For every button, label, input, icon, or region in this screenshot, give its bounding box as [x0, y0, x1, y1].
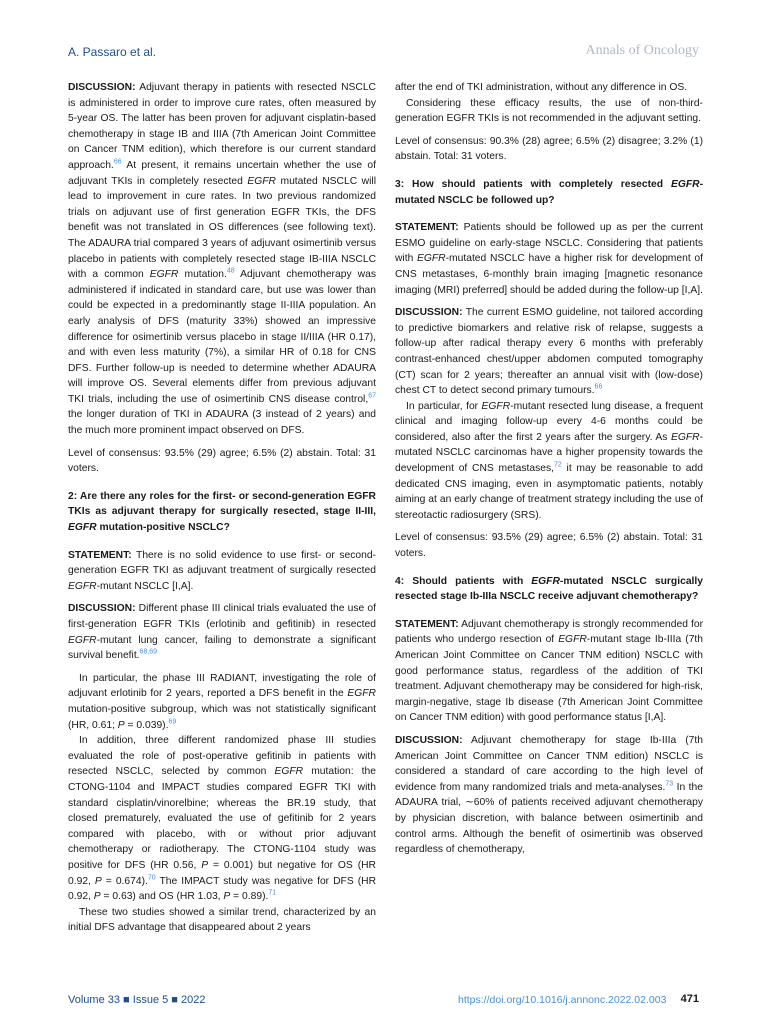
gene-name: EGFR — [274, 766, 304, 778]
question-2-heading — [68, 489, 376, 536]
text-run: -mutant stage Ib-IIIa (7th American Joint Committee on Cancer TNM edition) NSCLC with good performance status, regardless of the addition of TKI treatment. Adjuvant chemotherapy may be considered for high-risk, margin-negative, stage Ib disease (7th American Joint Committee on Cancer TNM edition) with good performance status [I,A]. — [395, 634, 704, 724]
running-header-authors: A. Passaro et al. — [68, 45, 157, 59]
text-run: mutation-positive subgroup, which was not statistically significant (HR, 0.61; — [68, 703, 376, 731]
discussion-label: DISCUSSION: — [68, 603, 136, 615]
statement-3 — [395, 220, 703, 298]
citation-link[interactable]: 66 — [113, 158, 122, 166]
citation-link[interactable]: 71 — [268, 889, 277, 897]
gene-name: EGFR — [347, 688, 376, 700]
text-run: Adjuvant chemotherapy for stage Ib-IIIa (7th American Joint Committee on Cancer TNM edition) NSCLC is considered a standard of care according to the high level of evidence from many randomized trials and meta-analyses. — [395, 734, 703, 793]
left-column — [68, 80, 376, 936]
gene-name: EGFR — [481, 400, 511, 412]
p-value-symbol: P — [201, 859, 209, 871]
consensus-3: Level of consensus: 93.5% (29) agree; 6.5% (2) abstain. Total: 31 voters. — [395, 532, 703, 560]
text-run: mutation. — [178, 269, 227, 281]
consensus-1: Level of consensus: 93.5% (29) agree; 6.5% (2) abstain. Total: 31 voters. — [68, 447, 376, 475]
p-value-symbol: P — [93, 891, 101, 903]
gene-name: EGFR — [670, 431, 700, 443]
text-run: -mutated NSCLC carcinomas have a higher propensity towards the development of CNS metastases, — [395, 431, 703, 475]
text-run: -mutated NSCLC be followed up? — [395, 178, 703, 206]
citation-link[interactable]: 68,69 — [139, 648, 158, 656]
citation-link[interactable]: 66 — [594, 383, 603, 391]
discussion-label: DISCUSSION: — [68, 82, 136, 93]
citation-link[interactable]: 73 — [665, 780, 674, 788]
discussion-paragraph-2 — [68, 601, 376, 663]
text-run: In addition, three different randomized phase III studies evaluated the role of post-operative gefitinib in patients with resected NSCLC, selected by common — [68, 735, 376, 778]
text-run: the longer duration of TKI in ADAURA (3 instead of 2 years) and the much more prominent impact observed on DFS. — [68, 409, 376, 437]
question-3-heading — [395, 177, 703, 208]
gene-name: EGFR — [558, 634, 587, 646]
gene-name: EGFR — [68, 580, 97, 592]
discussion-paragraph-4 — [395, 733, 703, 858]
footer-issue: Issue 5 — [132, 994, 169, 1006]
text-run: = 0.039). — [124, 719, 169, 731]
text-run: = 0.63) and OS (HR 1.03, — [100, 891, 224, 903]
square-bullet-icon: ■ — [123, 994, 130, 1006]
statement-label: STATEMENT: — [395, 222, 459, 234]
gene-name: EGFR — [149, 269, 179, 281]
statement-4 — [395, 617, 703, 726]
text-run: Adjuvant therapy in patients with resected NSCLC is administered in order to improve cure rates, often measured by 5-year OS. The latter has been proven for adjuvant cisplatin-based chemotherapy in stage IB and IIIA (7th American Joint Committee on Cancer TNM edition), which therefore is our current standard approach. — [68, 82, 376, 171]
text-run: Patients should be followed up as per the current ESMO guideline on early-stage NSCLC. Considering that patients with — [395, 222, 703, 265]
discussion-label: DISCUSSION: — [395, 307, 463, 319]
text-run: -mutant NSCLC [I,A]. — [96, 580, 194, 592]
text-run: it may be reasonable to add dedicated CNS imaging, even in asymptomatic patients, notably aiming at an early change of treatment strategy including the use of stereotactic radiosurgery (SRS). — [395, 463, 703, 521]
discussion-paragraph-1 — [68, 80, 376, 439]
text-run: mutation: the CTONG-1104 and IMPACT studies compared EGFR TKI with standard cisplatin/vinorelbine; whereas the BR.19 study, that closed prematurely, evaluated the use of gefitinib for 2 years compared with placebo, with or without prior adjuvant chemotherapy or radiotherapy. The CTONG-1104 study was positive for DFS (HR 0.56, — [68, 766, 376, 871]
discussion-label: DISCUSSION: — [395, 734, 463, 746]
gene-name: EGFR — [247, 175, 276, 187]
text-run: -mutated NSCLC surgically resected stage Ib-IIIa NSCLC receive adjuvant chemotherapy? — [395, 575, 703, 603]
doi-link[interactable]: https://doi.org/10.1016/j.annonc.2022.02.003 — [458, 994, 667, 1006]
discussion-paragraph-3 — [395, 305, 703, 399]
p-value-symbol: P — [117, 719, 125, 731]
text-run: The current ESMO guideline, not tailored according to predictive biomarkers and relative risk of relapse, suggests a follow-up after radical therapy every 6 months with preferably contrast-enhanced chest/upper abdomen computed tomography (CT) scan for 2 years; thereafter an annual visit with (low-dose) chest CT to detect second primary tumours. — [395, 307, 703, 397]
text-run: -mutated NSCLC have a higher risk for development of CNS metastases, 6-monthly brain imaging [magnetic resonance imaging (MRI) preferred] should be added during the follow-up [I,A]. — [395, 253, 703, 296]
consensus-2: Level of consensus: 90.3% (28) agree; 6.5% (2) disagree; 3.2% (1) abstain. Total: 31 voters. — [395, 135, 703, 163]
citation-link[interactable]: 67 — [368, 392, 376, 400]
question-4-heading — [395, 574, 703, 605]
text-run: mutation-positive NSCLC? — [96, 522, 230, 534]
footer-year: 2022 — [181, 994, 206, 1006]
text-run: Adjuvant chemotherapy was administered if indicated in standard care, but use was lower than could be expected in a predominantly stage II-IIIA population. An early analysis of DFS (maturity 33%) showed an impressive difference for osimertinib versus placebo in stage II/IIIA (HR 0.17), and with even less maturity (7%), a similar HR of 0.18 for CNS DFS. Further follow-up is needed to determine whether ADAURA will improve OS. Several elements differ from previous adjuvant TKI trials, including the use of osimertinib CNS disease control, — [68, 269, 376, 405]
text-run: = 0.674). — [101, 875, 148, 887]
gene-name: EGFR — [68, 522, 97, 534]
journal-title: Annals of Oncology — [585, 43, 699, 58]
p-value-symbol: P — [223, 891, 231, 903]
right-column — [395, 80, 703, 865]
statement-label: STATEMENT: — [68, 549, 132, 561]
text-run: 3: How should patients with completely resected — [395, 178, 671, 190]
paragraph-gefitinib-trials — [68, 733, 376, 905]
footer-volume: Volume 33 — [68, 994, 120, 1006]
text-run: -mutant resected lung disease, a frequent clinical and imaging follow-up every 4-6 months could be considered, also after the first 2 years after the surgery. As — [395, 400, 703, 443]
text-run: In the ADAURA trial, ∼60% of patients received adjuvant chemotherapy by physician discretion, with balance between osimertinib and control arms. Although the benefit of osimertinib was observed regardless of chemotherapy, — [395, 781, 703, 856]
text-run: -mutant lung cancer, failing to demonstrate a significant survival benefit. — [68, 634, 376, 662]
text-run: Different phase III clinical trials evaluated the use of first-generation EGFR TKIs (erlotinib and gefitinib) in resected — [68, 603, 376, 630]
gene-name: EGFR — [417, 253, 446, 265]
text-run: mutated NSCLC will lead to improvement in cure rates. In two previous randomized trials on adjuvant use of first generation EGFR TKIs, the DFS benefit was not translated in OS differences (see following text). The ADAURA trial compared 3 years of adjuvant osimertinib versus placebo in patients with completely resected stage IB-IIIA NSCLC with a common — [68, 175, 376, 281]
gene-name: EGFR — [531, 575, 560, 587]
text-run: 2: Are there any roles for the first- or second-generation EGFR TKIs as adjuvant therapy for surgically resected, stage II-III, — [68, 490, 376, 518]
paragraph-trend: These two studies showed a similar trend, characterized by an initial DFS advantage that disappeared about 2 years — [68, 906, 376, 934]
text-run: 4: Should patients with — [395, 575, 532, 587]
footer-issue-info — [68, 994, 206, 1006]
paragraph-continuation: after the end of TKI administration, without any difference in OS. — [395, 82, 688, 93]
paragraph-efficacy: Considering these efficacy results, the use of non-third-generation EGFR TKIs is not recommended in the adjuvant setting. — [395, 97, 703, 125]
p-value-symbol: P — [94, 875, 102, 887]
text-run: = 0.001) but negative for OS (HR 0.92, — [68, 859, 376, 887]
gene-name: EGFR — [670, 178, 700, 190]
text-run: There is no solid evidence to use first- or second-generation EGFR TKI as adjuvant treatment of surgically resected — [68, 549, 376, 577]
citation-link[interactable]: 69 — [168, 718, 177, 726]
citation-link[interactable]: 70 — [147, 874, 156, 882]
text-run: In particular, for — [406, 400, 482, 412]
statement-2 — [68, 548, 376, 595]
text-run: The IMPACT study was negative for DFS (HR 0.92, — [68, 875, 377, 903]
statement-label: STATEMENT: — [395, 618, 459, 630]
text-run: = 0.89). — [230, 891, 269, 903]
citation-link[interactable]: 72 — [554, 461, 562, 469]
gene-name: EGFR — [68, 634, 97, 646]
text-run: In particular, the phase III RADIANT, investigating the role of adjuvant erlotinib for 2 years, reported a DFS benefit in the — [68, 672, 376, 700]
page-number: 471 — [680, 993, 699, 1005]
paragraph-followup — [395, 399, 703, 524]
square-bullet-icon: ■ — [171, 994, 178, 1006]
text-run: Adjuvant chemotherapy is strongly recommended for patients who undergo resection of — [395, 618, 703, 646]
citation-link[interactable]: 48 — [226, 267, 235, 275]
text-run: At present, it remains uncertain whether the use of adjuvant TKIs in completely resected — [68, 159, 376, 187]
paragraph-radiant — [68, 671, 376, 733]
